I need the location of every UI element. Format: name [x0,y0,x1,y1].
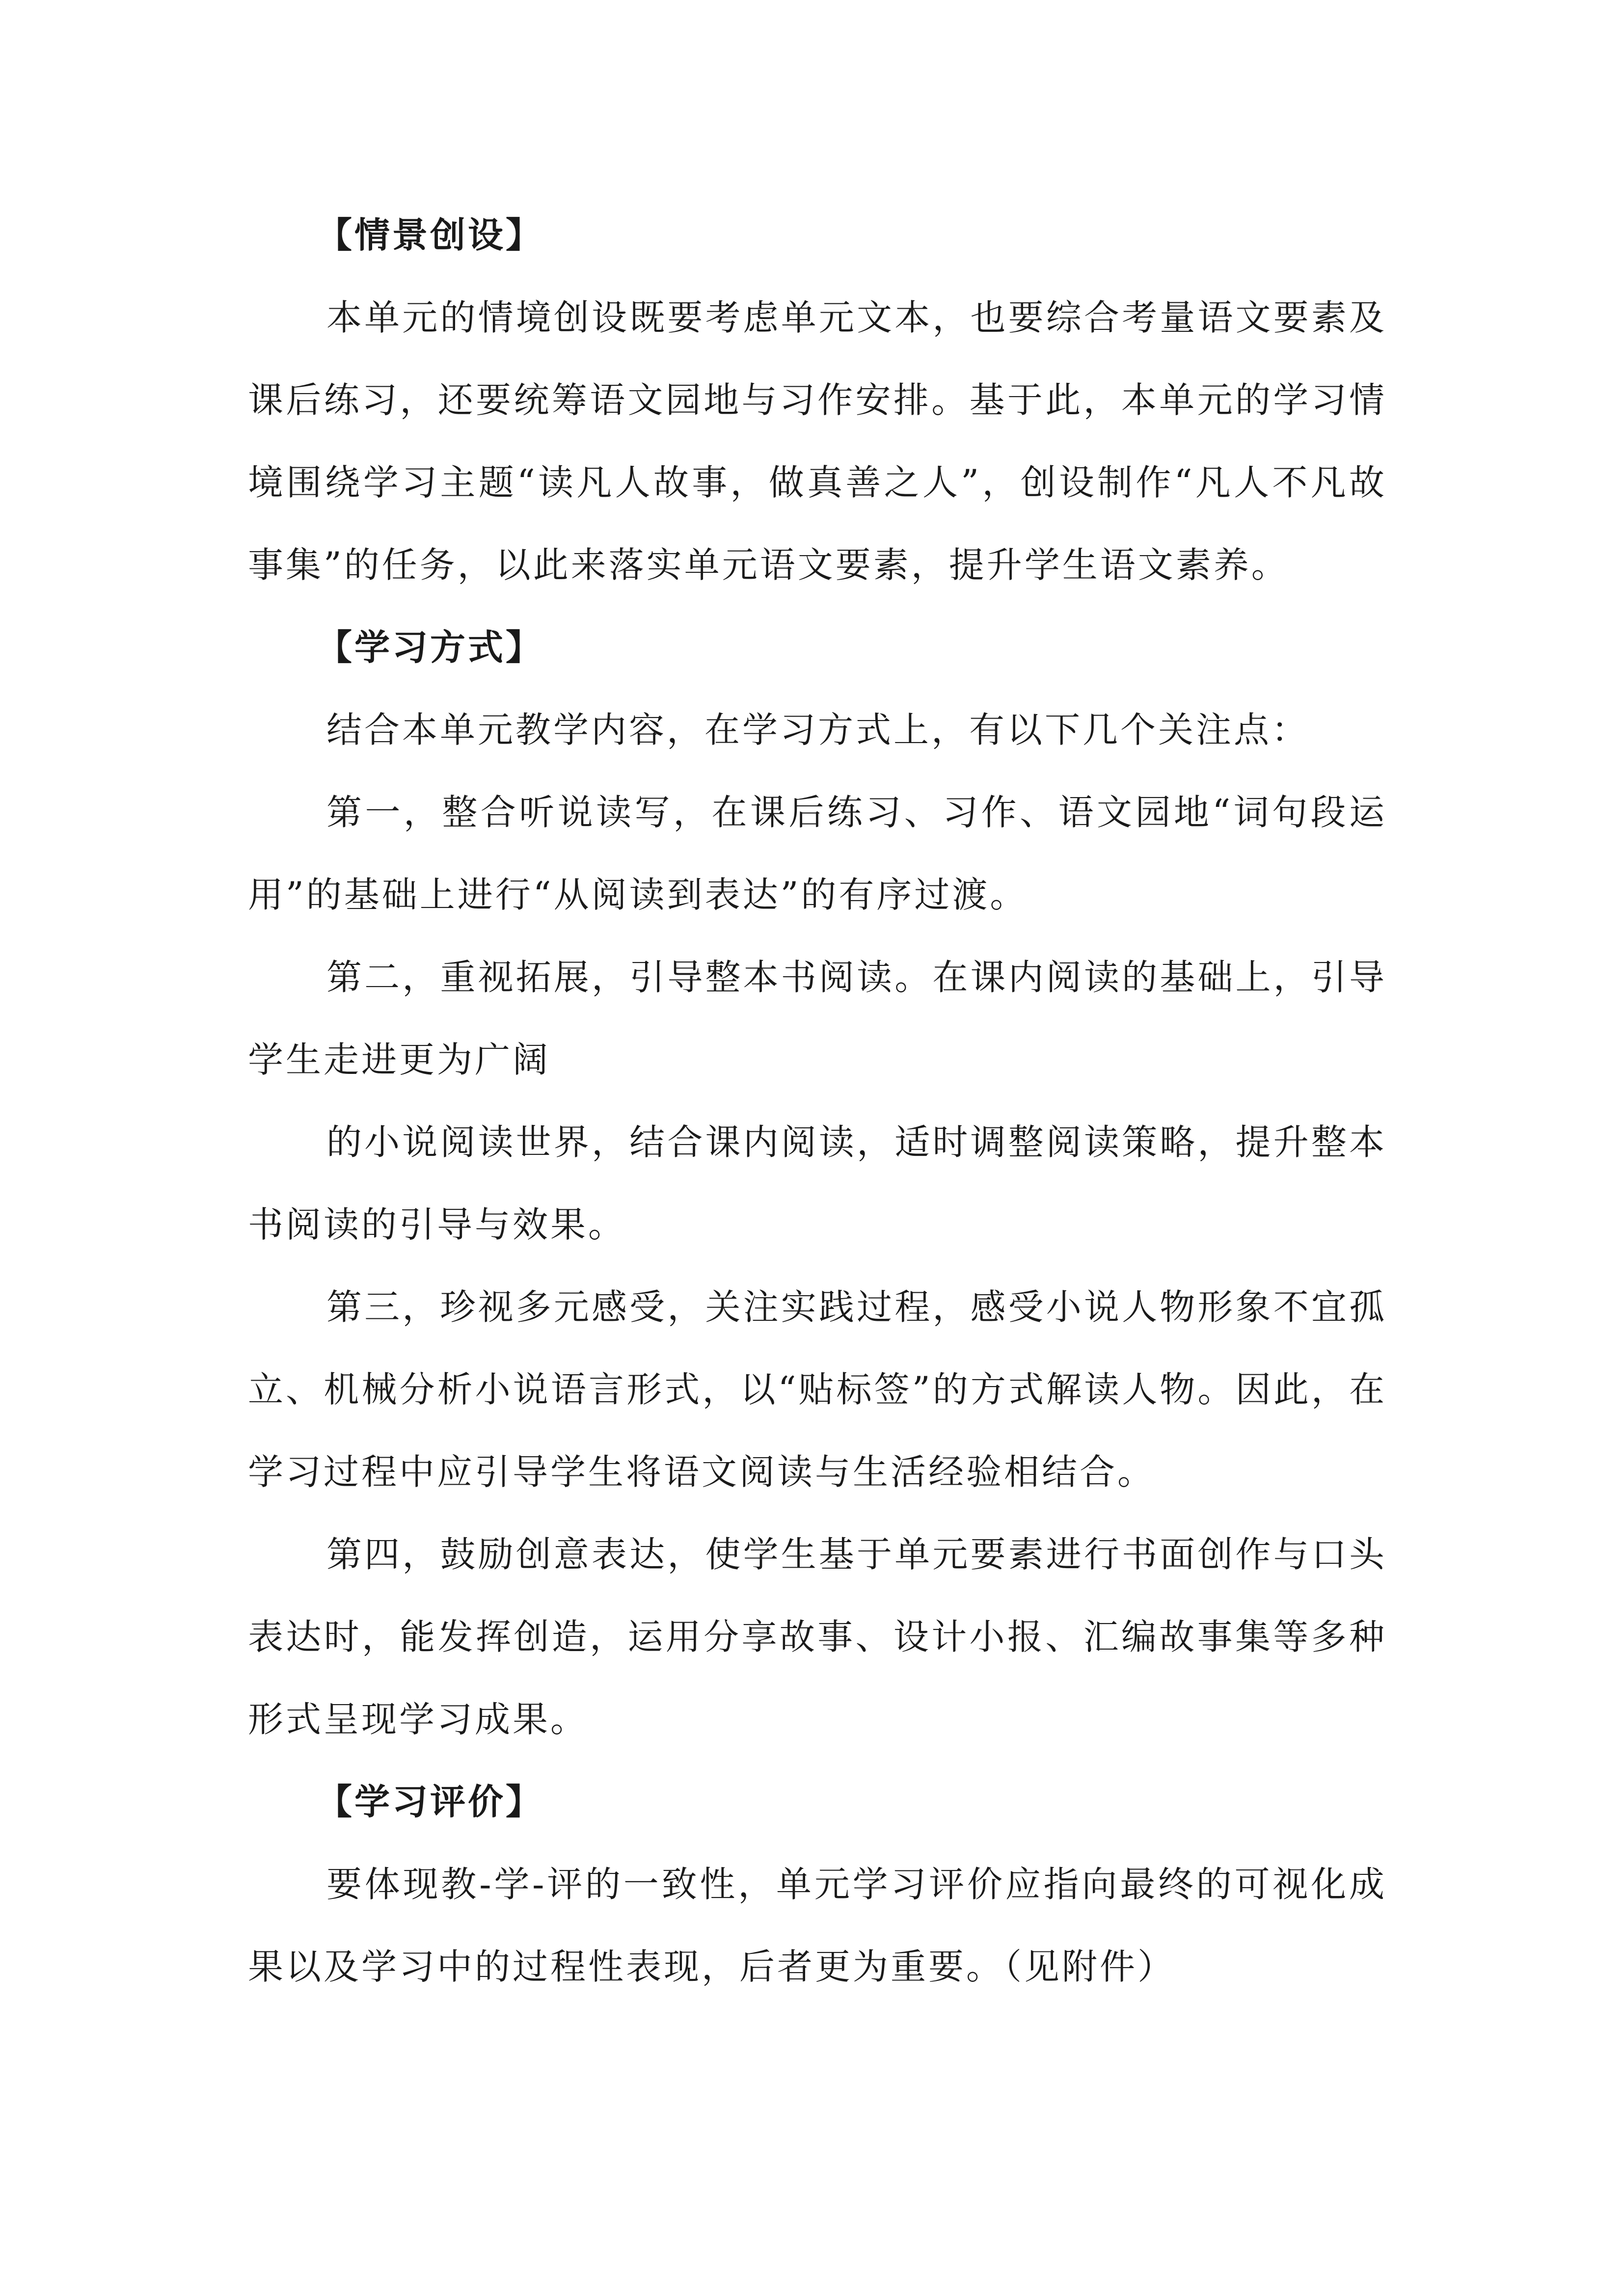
paragraph: 第三，珍视多元感受，关注实践过程，感受小说人物形象不宜孤立、机械分析小说语言形式，以“贴标签”的方式解读人物。因此，在学习过程中应引导学生将语文阅读与生活经验相结合。 [248,1286,1387,1493]
paragraph: 第四，鼓励创意表达，使学生基于单元要素进行书面创作与口头表达时，能发挥创造，运用分享故事、设计小报、汇编故事集等多种形式呈现学习成果。 [248,1534,1387,1740]
section-heading-learning-method: 【学习方式】 [317,626,544,668]
document-body [248,194,1387,2008]
paragraph: 第一，整合听说读写，在课后练习、习作、语文园地“词句段运用”的基础上进行“从阅读到表达”的有序过渡。 [248,792,1387,915]
section-heading-learning-evaluation: 【学习评价】 [317,1781,544,1822]
section-heading-scenario: 【情景创设】 [317,214,544,256]
paragraph: 的小说阅读世界，结合课内阅读，适时调整阅读策略，提升整本书阅读的引导与效果。 [248,1121,1387,1245]
paragraph: 结合本单元教学内容，在学习方式上，有以下几个关注点： [326,709,1310,750]
paragraph: 第二，重视拓展，引导整本书阅读。在课内阅读的基础上，引导学生走进更为广阔 [248,957,1387,1080]
paragraph: 要体现教-学-评的一致性，单元学习评价应指向最终的可视化成果以及学习中的过程性表现，后者更为重要。（见附件） [248,1864,1387,1987]
paragraph: 本单元的情境创设既要考虑单元文本，也要综合考量语文要素及课后练习，还要统筹语文园地与习作安排。基于此，本单元的学习情境围绕学习主题“读凡人故事，做真善之人”，创设制作“凡人不凡故事集”的任务，以此来落实单元语文要素，提升学生语文素养。 [248,297,1387,586]
